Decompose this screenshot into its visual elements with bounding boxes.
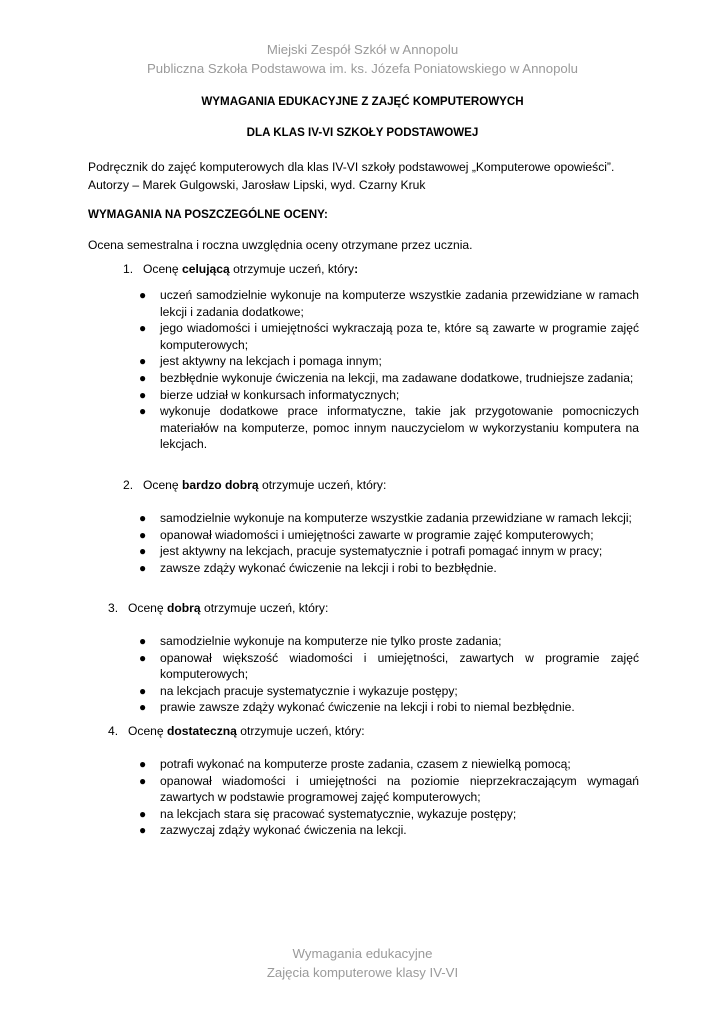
grade-suffix: otrzymuje uczeń, który:: [236, 724, 365, 738]
grade-number: 1.: [123, 262, 134, 276]
grade-prefix: Ocenę: [143, 478, 182, 492]
grade-requirements-list-celujaca: [135, 287, 639, 453]
bullet-icon: ●: [139, 634, 147, 648]
bullet-icon: ●: [139, 560, 147, 575]
grade-suffix: otrzymuje uczeń, który: [229, 262, 355, 276]
header-school-name: Miejski Zespół Szkół w Annopolu: [266, 42, 459, 57]
bullet-icon: ●: [139, 354, 147, 369]
grade-suffix-colon: :: [354, 262, 359, 276]
list-item: [135, 560, 639, 577]
list-item-text: uczeń samodzielnie wykonuje na komputerze wszystkie zadania przewidziane w ramach lekcji i zadania dodatkowe;: [160, 288, 639, 319]
list-item-text: bierze udział w konkursach informatycznych;: [160, 387, 400, 402]
grade-requirements-list-bardzo-dobra: [135, 510, 639, 576]
textbook-info: Podręcznik do zajęć komputerowych dla klas IV-VI szkoły podstawowej „Komputerowe opowieści”.: [88, 160, 615, 174]
document-title: WYMAGANIA EDUKACYJNE Z ZAJĘĆ KOMPUTEROWYCH: [201, 95, 524, 108]
grade-name: bardzo dobrą: [182, 478, 259, 492]
list-item: [135, 510, 639, 527]
footer-title: Wymagania edukacyjne: [292, 946, 433, 961]
list-item-text: opanował większość wiadomości i umiejętności, zawartych w programie zajęć komputerowych;: [160, 650, 639, 682]
section-heading: WYMAGANIA NA POSZCZEGÓLNE OCENY:: [88, 208, 328, 221]
bullet-icon: ●: [139, 404, 147, 419]
list-item-text: jego wiadomości i umiejętności wykraczają poza te, które są zawarte w programie zajęć komputerowych;: [160, 321, 639, 352]
grade-heading-celujaca: [123, 262, 358, 276]
grade-prefix: Ocenę: [128, 724, 167, 738]
list-item-text: wykonuje dodatkowe prace informatyczne, takie jak przygotowanie pomocniczych materiałów na komputerze, pomoc innym nauczycielom w wykorzystaniu komputera na lekcjach.: [160, 404, 639, 452]
grade-heading-dostateczna: [108, 724, 365, 738]
bullet-icon: ●: [139, 321, 147, 336]
grade-prefix: Ocenę: [143, 262, 182, 276]
bullet-icon: ●: [139, 806, 147, 821]
list-item-text: potrafi wykonać na komputerze proste zadania, czasem z niewielką pomocą;: [160, 757, 571, 771]
list-item: [135, 822, 639, 839]
bullet-icon: ●: [139, 700, 147, 715]
list-item: [135, 806, 639, 823]
list-item-text: jest aktywny na lekcjach, pracuje systematycznie i potrafi pomagać innym w pracy;: [160, 544, 603, 559]
bullet-icon: ●: [139, 757, 147, 771]
list-item: [135, 650, 639, 683]
bullet-icon: ●: [139, 544, 147, 559]
list-item: [135, 387, 639, 404]
list-item: [135, 773, 639, 806]
list-item: [135, 370, 639, 387]
grade-prefix: Ocenę: [128, 601, 167, 615]
section-intro: Ocena semestralna i roczna uwzględnia oceny otrzymane przez ucznia.: [88, 238, 473, 252]
bullet-icon: ●: [139, 288, 147, 302]
grade-number: 4.: [108, 724, 119, 738]
list-item-text: zazwyczaj zdąży wykonać ćwiczenia na lekcji.: [160, 823, 407, 838]
list-item-text: samodzielnie wykonuje na komputerze nie tylko proste zadania;: [160, 634, 502, 648]
bullet-icon: ●: [139, 527, 147, 542]
grade-requirements-list-dostateczna: [135, 756, 639, 839]
list-item-text: jest aktywny na lekcjach i pomaga innym;: [160, 354, 382, 369]
grade-requirements-list-dobra: [135, 633, 639, 716]
grade-suffix: otrzymuje uczeń, który:: [200, 601, 329, 615]
list-item-text: opanował wiadomości i umiejętności zawarte w programie zajęć komputerowych;: [160, 527, 594, 542]
bullet-icon: ●: [139, 650, 147, 665]
bullet-icon: ●: [139, 773, 147, 788]
list-item: [135, 543, 639, 560]
list-item-text: prawie zawsze zdąży wykonać ćwiczenie na lekcji i robi to niemal bezbłędnie.: [160, 700, 575, 715]
bullet-icon: ●: [139, 370, 147, 385]
bullet-icon: ●: [139, 511, 147, 525]
list-item-text: samodzielnie wykonuje na komputerze wszystkie zadania przewidziane w ramach lekcji;: [160, 511, 632, 525]
bullet-icon: ●: [139, 683, 147, 698]
list-item: [135, 633, 639, 650]
list-item: [135, 756, 639, 773]
authors-info: Autorzy – Marek Gulgowski, Jarosław Lipski, wyd. Czarny Kruk: [88, 178, 426, 192]
bullet-icon: ●: [139, 823, 147, 838]
grade-number: 3.: [108, 601, 119, 615]
list-item-text: zawsze zdąży wykonać ćwiczenie na lekcji i robi to bezbłędnie.: [160, 560, 497, 575]
header-school-full-name: Publiczna Szkoła Podstawowa im. ks. Józefa Poniatowskiego w Annopolu: [146, 61, 579, 76]
list-item: [135, 699, 639, 716]
grade-name: dostateczną: [167, 724, 237, 738]
list-item: [135, 353, 639, 370]
list-item: [135, 403, 639, 453]
grade-name: celującą: [182, 262, 230, 276]
list-item: [135, 287, 639, 320]
list-item: [135, 683, 639, 700]
grade-heading-dobra: [108, 601, 328, 615]
list-item-text: opanował wiadomości i umiejętności na poziomie nieprzekraczającym wymagań zawartych w podstawie programowej zajęć komputerowych;: [160, 773, 639, 805]
list-item-text: na lekcjach stara się pracować systematycznie, wykazuje postępy;: [160, 806, 517, 821]
list-item: [135, 527, 639, 544]
list-item: [135, 320, 639, 353]
document-subtitle: DLA KLAS IV-VI SZKOŁY PODSTAWOWEJ: [246, 126, 479, 139]
list-item-text: bezbłędnie wykonuje ćwiczenia na lekcji, ma zadawane dodatkowe, trudniejsze zadania;: [160, 370, 634, 385]
grade-name: dobrą: [167, 601, 201, 615]
grade-suffix: otrzymuje uczeń, który:: [258, 478, 387, 492]
footer-subtitle: Zajęcia komputerowe klasy IV-VI: [266, 965, 459, 980]
grade-number: 2.: [123, 478, 134, 492]
list-item-text: na lekcjach pracuje systematycznie i wykazuje postępy;: [160, 683, 458, 698]
grade-heading-bardzo-dobra: [123, 478, 386, 492]
bullet-icon: ●: [139, 387, 147, 402]
